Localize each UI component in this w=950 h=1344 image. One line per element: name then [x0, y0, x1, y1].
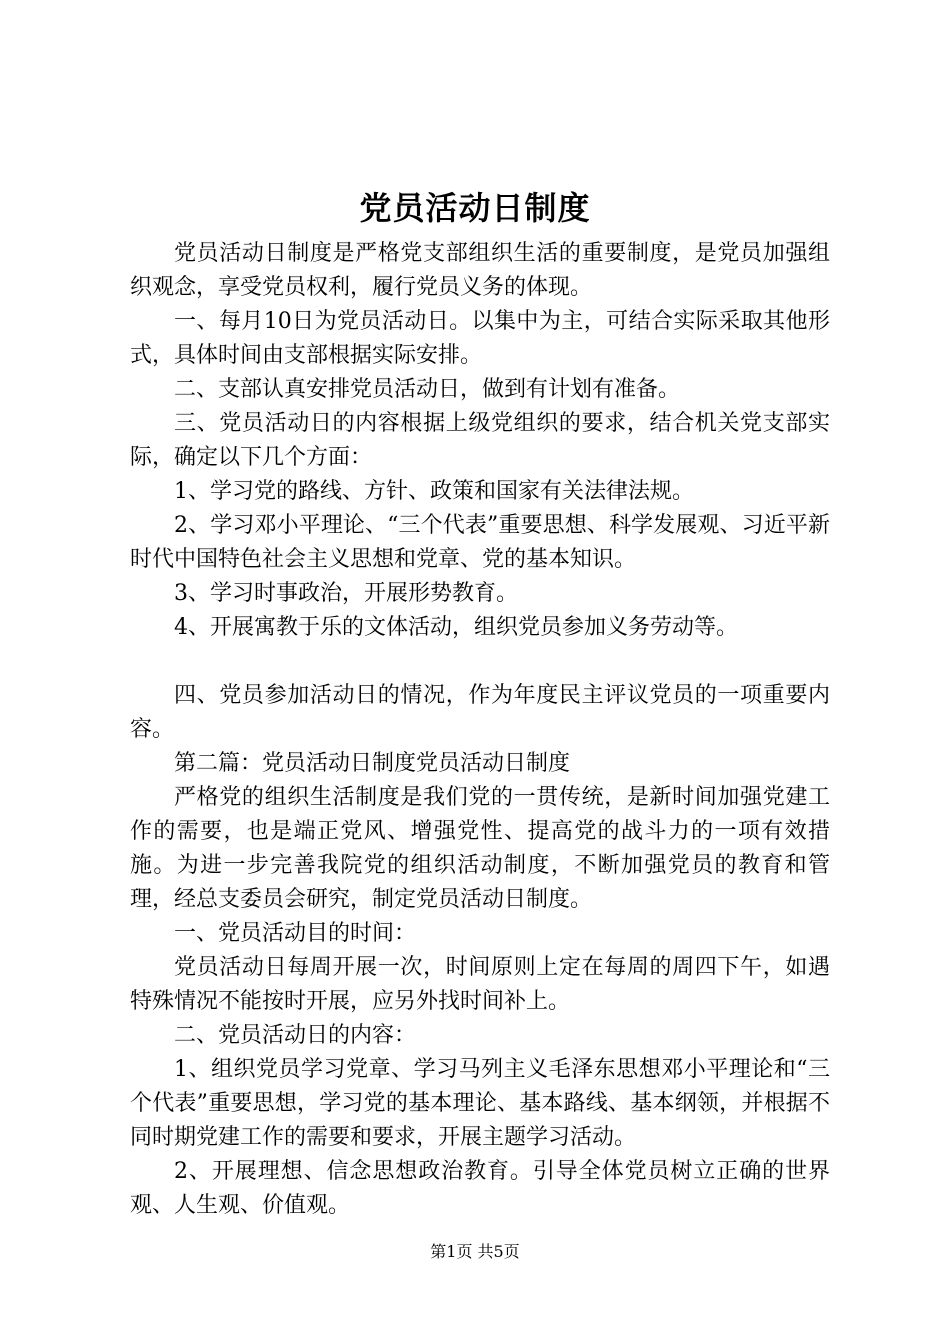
- paragraph-sub-2: 2、学习邓小平理论、“三个代表”重要思想、科学发展观、习近平新时代中国特色社会主义思想和党章、党的基本知识。: [130, 513, 830, 572]
- paragraph-item-2: 二、支部认真安排党员活动日，做到有计划有准备。: [174, 377, 681, 402]
- paragraph-content-2: 2、开展理想、信念思想政治教育。引导全体党员树立正确的世界观、人生观、价值观。: [130, 1159, 830, 1218]
- document-body: [130, 237, 830, 1223]
- paragraph-content-1: 1、组织党员学习党章、学习马列主义毛泽东思想邓小平理论和“三个代表”重要思想，学习党的基本理论、基本路线、基本纲领，并根据不同时期党建工作的需要和要求，开展主题学习活动。: [130, 1057, 830, 1150]
- page-footer: 第1页 共5页: [430, 1242, 520, 1261]
- paragraph-sub-4: 4、开展寓教于乐的文体活动，组织党员参加义务劳动等。: [174, 615, 738, 640]
- paragraph-item-4: 四、党员参加活动日的情况，作为年度民主评议党员的一项重要内容。: [130, 683, 830, 742]
- paragraph-intro: 党员活动日制度是严格党支部组织生活的重要制度，是党员加强组织观念，享受党员权利，履行党员义务的体现。: [130, 241, 830, 300]
- paragraph-item-3: 三、党员活动日的内容根据上级党组织的要求，结合机关党支部实际，确定以下几个方面：: [130, 411, 830, 470]
- paragraph-content-heading: 二、党员活动日的内容：: [174, 1023, 417, 1048]
- paragraph-time-heading: 一、党员活动目的时间：: [174, 921, 417, 946]
- paragraph-sub-1: 1、学习党的路线、方针、政策和国家有关法律法规。: [174, 479, 694, 504]
- paragraph-part-two-intro: 严格党的组织生活制度是我们党的一贯传统，是新时间加强党建工作的需要，也是端正党风、增强党性、提高党的战斗力的一项有效措施。为进一步完善我院党的组织活动制度，不断加强党员的教育和管理，经总支委员会研究，制定党员活动日制度。: [130, 785, 830, 912]
- section-heading-part-two: 第二篇：党员活动日制度党员活动日制度: [174, 751, 571, 776]
- document-title: 党员活动日制度: [359, 189, 591, 227]
- paragraph-item-1: 一、每月10日为党员活动日。以集中为主，可结合实际采取其他形式，具体时间由支部根据实际安排。: [130, 309, 830, 368]
- paragraph-time-body: 党员活动日每周开展一次，时间原则上定在每周的周四下午，如遇特殊情况不能按时开展，应另外找时间补上。: [130, 955, 830, 1014]
- paragraph-sub-3: 3、学习时事政治，开展形势教育。: [174, 581, 518, 606]
